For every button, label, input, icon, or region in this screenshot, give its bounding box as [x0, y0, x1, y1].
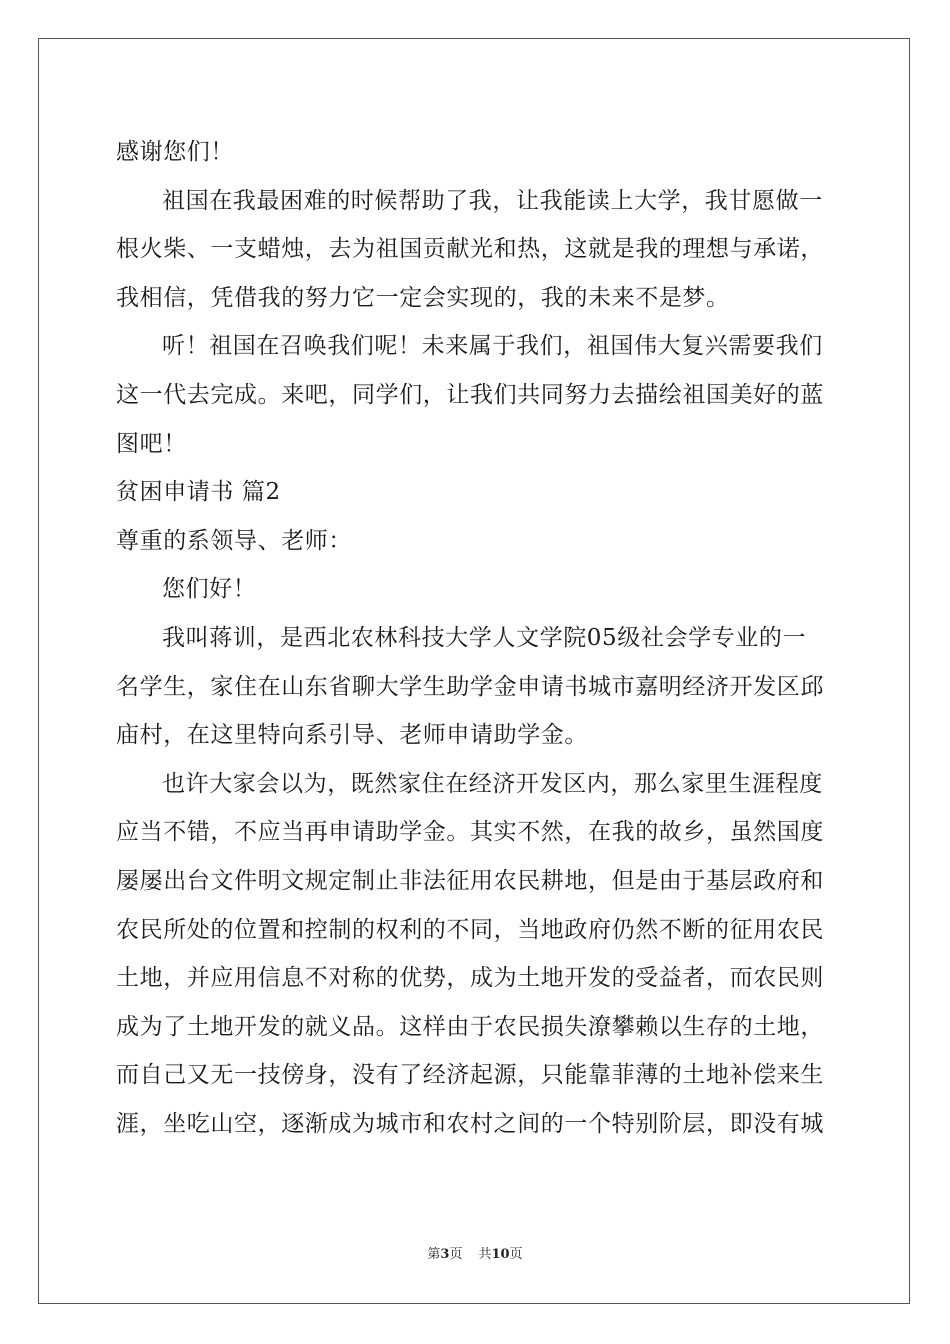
paragraph-start-line: 听！祖国在召唤我们呢！未来属于我们，祖国伟大复兴需要我们 [162, 333, 823, 360]
text-line: 而自己又无一技傍身，没有了经济起源，只能靠菲薄的土地补偿来生 [116, 1062, 824, 1089]
text-line: 感谢您们！ [116, 139, 234, 165]
text-line: 应当不错，不应当再申请助学金。其实不然，在我的故乡，虽然国度 [116, 819, 824, 846]
page-suffix: 页 [449, 1247, 463, 1262]
text-line: 庙村，在这里特向系引导、老师申请助学金。 [116, 722, 588, 749]
page-number-footer [0, 1247, 950, 1263]
text-line: 这一代去完成。来吧，同学们，让我们共同努力去描绘祖国美好的蓝 [116, 381, 824, 408]
text-line: 涯，坐吃山空，逐渐成为城市和农村之间的一个特别阶层，即没有城 [116, 1110, 824, 1137]
page-prefix: 第 [427, 1247, 441, 1262]
text-line: 图吧！ [116, 430, 187, 457]
paragraph-start-line: 也许大家会以为，既然家住在经济开发区内，那么家里生涯程度 [162, 770, 823, 797]
text-line: 土地，并应用信息不对称的优势，成为土地开发的受益者，而农民则 [116, 965, 824, 992]
current-page-number: 3 [440, 1247, 450, 1262]
greeting-line: 您们好！ [162, 576, 257, 603]
text-line: 成为了土地开发的就义品。这样由于农民损失潦攀赖以生存的土地， [116, 1013, 824, 1040]
text-line: 屡屡出台文件明文规定制止非法征用农民耕地，但是由于基层政府和 [116, 867, 824, 894]
section-heading: 贫困申请书 篇2 [116, 479, 281, 506]
paragraph-start-line: 我叫蒋训，是西北农林科技大学人文学院05级社会学专业的一 [162, 624, 807, 651]
total-page-count: 10 [491, 1247, 510, 1262]
salutation-line: 尊重的系领导、老师： [116, 527, 352, 554]
total-suffix: 页 [509, 1247, 523, 1262]
text-line: 根火柴、一支蜡烛，去为祖国贡献光和热，这就是我的理想与承诺， [116, 236, 824, 263]
text-line: 我相信，凭借我的努力它一定会实现的，我的未来不是梦。 [116, 284, 730, 311]
document-body [116, 128, 834, 1148]
total-prefix: 共 [478, 1247, 492, 1262]
text-line: 农民所处的位置和控制的权利的不同，当地政府仍然不断的征用农民 [116, 916, 824, 943]
text-line: 名学生，家住在山东省聊大学生助学金申请书城市嘉明经济开发区邱 [116, 673, 824, 700]
paragraph-start-line: 祖国在我最困难的时候帮助了我，让我能读上大学，我甘愿做一 [162, 187, 823, 214]
